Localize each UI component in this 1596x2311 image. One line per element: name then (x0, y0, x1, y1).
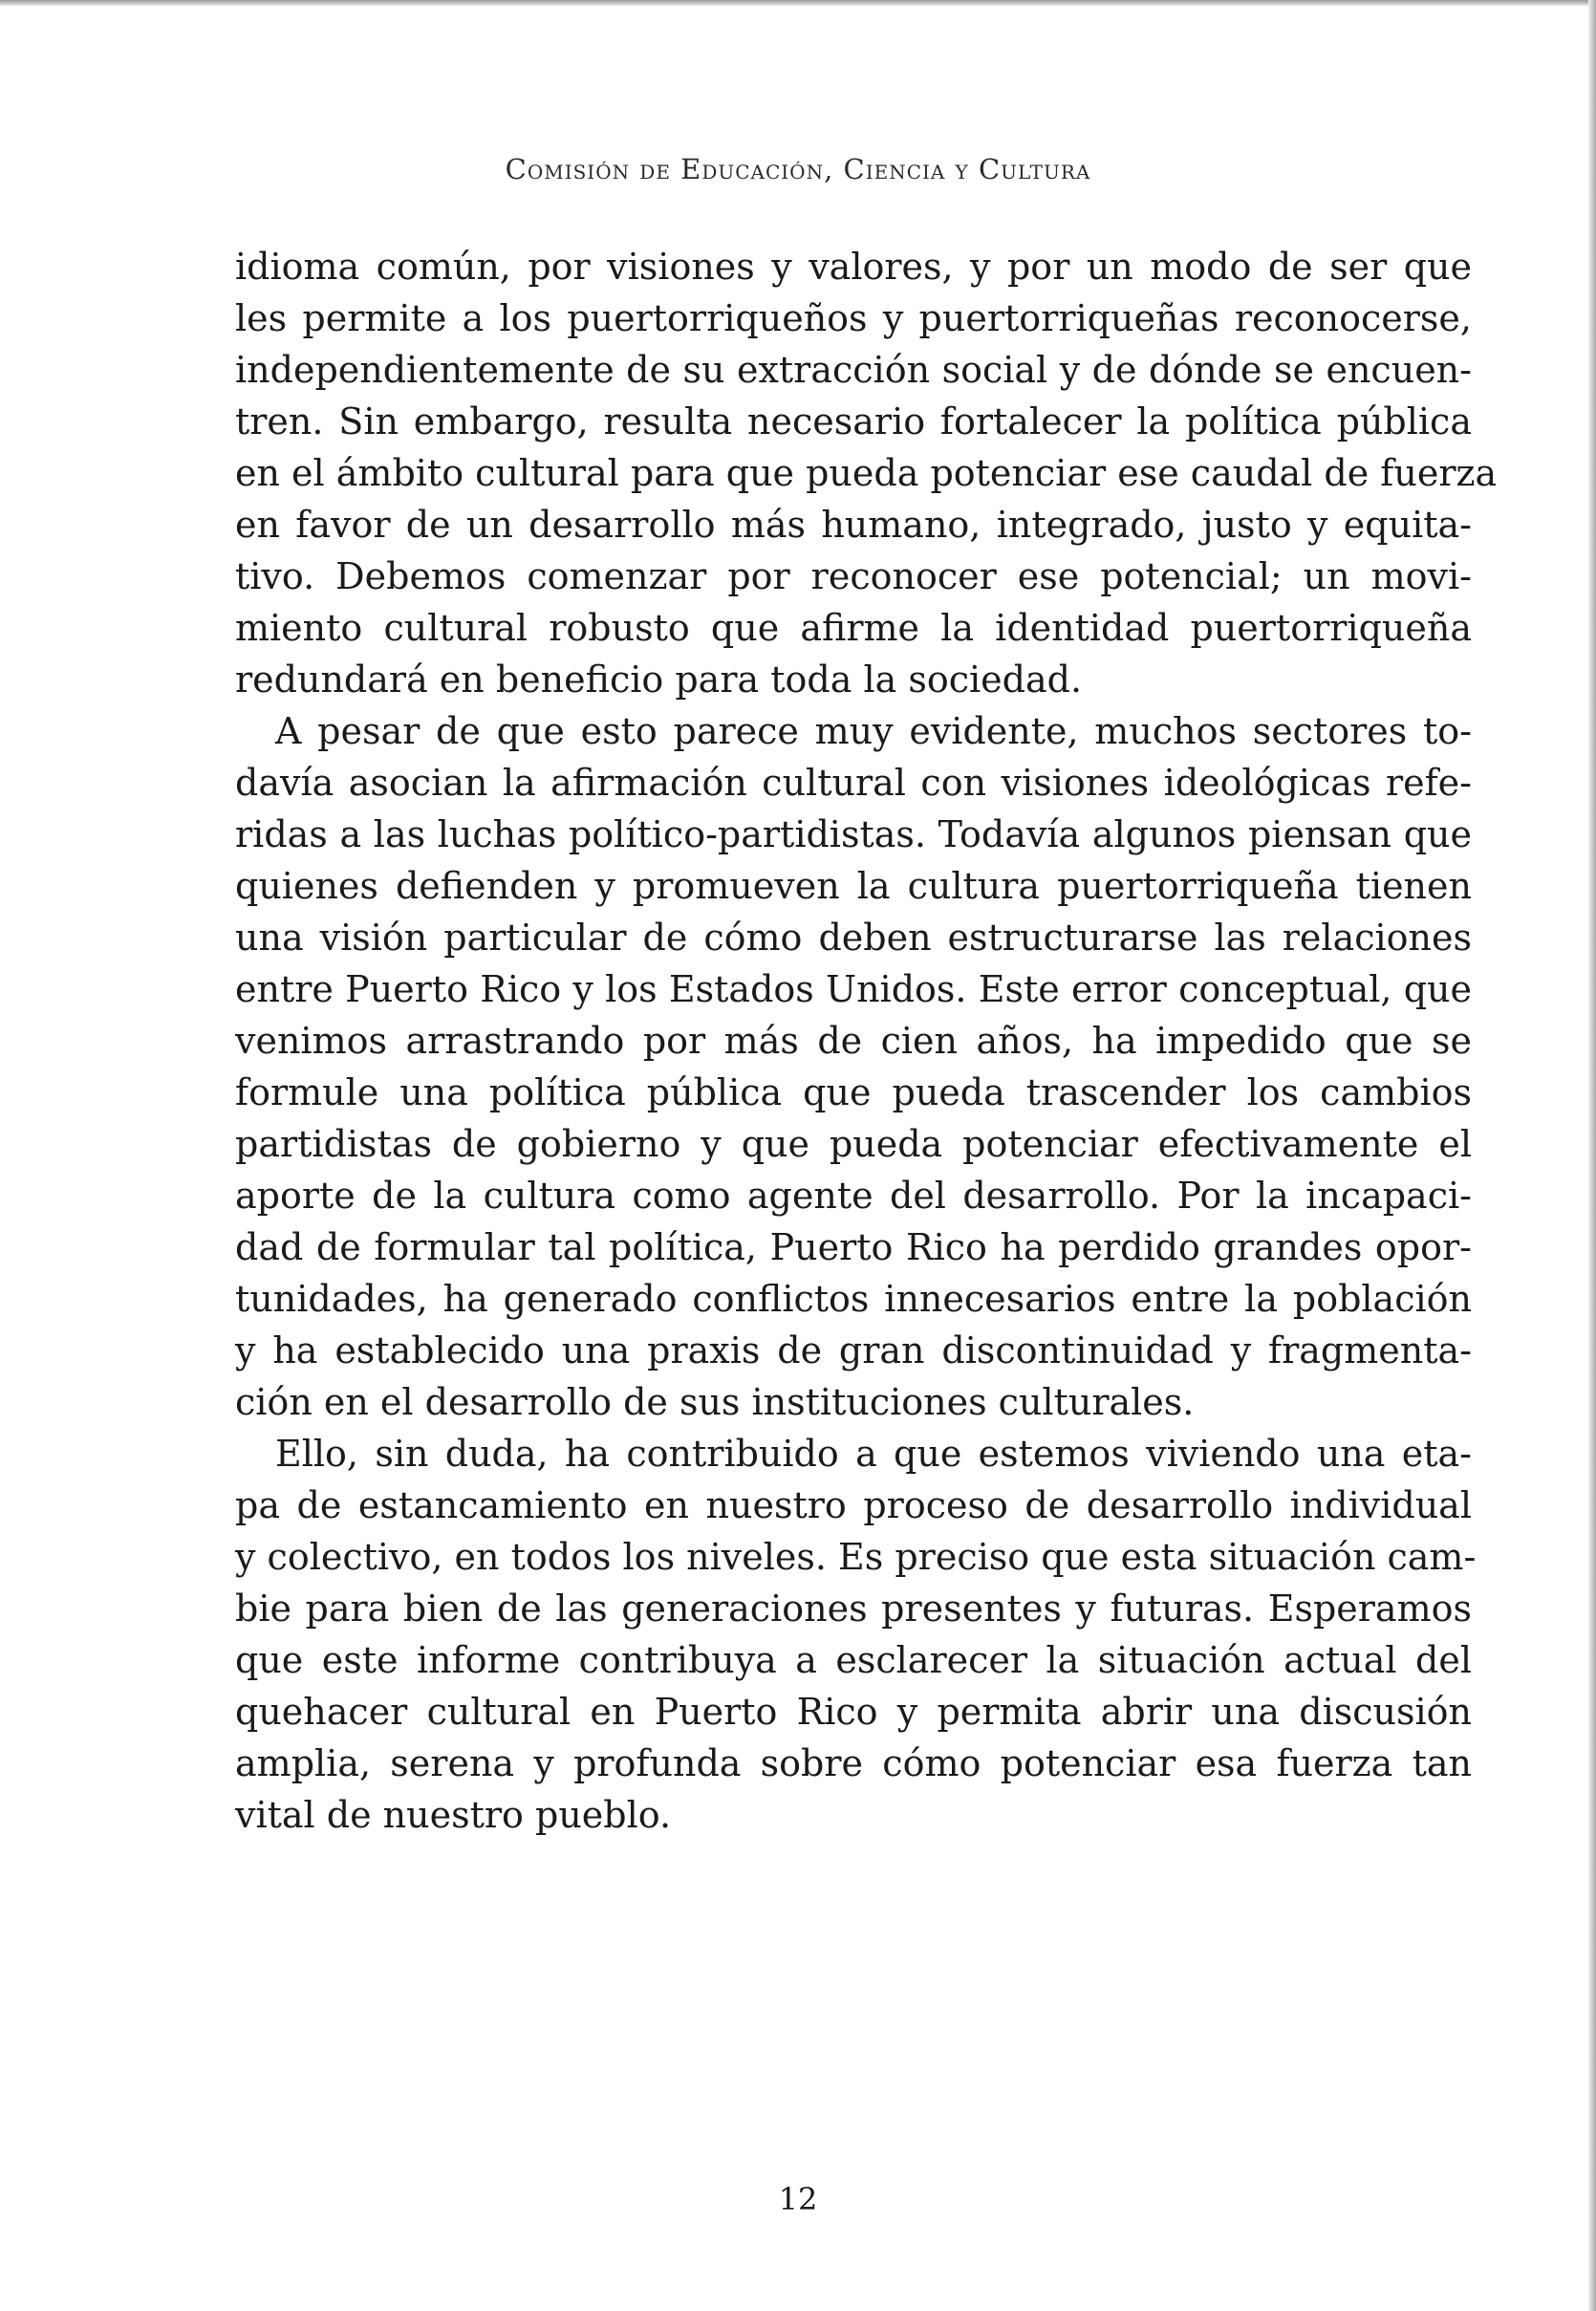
text-line: redundará en beneficio para toda la sociedad. (235, 659, 1083, 701)
text-line: dad de formular tal política, Puerto Rico ha perdido grandes opor- (235, 1226, 1472, 1268)
text-line: y colectivo, en todos los niveles. Es preciso que esta situación cam- (235, 1536, 1477, 1578)
paragraph-2 (235, 705, 1472, 1428)
text-line: formule una política pública que pueda trascender los cambios (235, 1071, 1472, 1113)
text-line: amplia, serena y profunda sobre cómo potenciar esa fuerza tan (235, 1742, 1472, 1784)
text-line: Ello, sin duda, ha contribuido a que estemos viviendo una eta- (275, 1433, 1472, 1475)
text-line: les permite a los puertorriqueños y puertorriqueñas reconocerse, (235, 297, 1472, 339)
text-line: tivo. Debemos comenzar por reconocer ese potencial; un movi- (235, 555, 1472, 597)
text-line: ción en el desarrollo de sus instituciones culturales. (235, 1381, 1195, 1423)
running-header: Comisión de Educación, Ciencia y Cultura (505, 153, 1091, 185)
text-line: tren. Sin embargo, resulta necesario fortalecer la política pública (235, 400, 1472, 443)
text-line: entre Puerto Rico y los Estados Unidos. Este error conceptual, que (235, 968, 1472, 1010)
text-line: quienes defienden y promueven la cultura puertorriqueña tienen (235, 865, 1472, 907)
text-line: una visión particular de cómo deben estructurarse las relaciones (235, 917, 1472, 959)
text-line: que este informe contribuya a esclarecer la situación actual del (235, 1639, 1472, 1681)
text-line: independientemente de su extracción social y de dónde se encuen- (235, 349, 1472, 391)
text-line: davía asocian la afirmación cultural con visiones ideológicas refe- (235, 762, 1472, 804)
text-line: en el ámbito cultural para que pueda potenciar ese caudal de fuerza (235, 452, 1498, 494)
text-line: aporte de la cultura como agente del desarrollo. Por la incapaci- (235, 1175, 1472, 1217)
text-line: A pesar de que esto parece muy evidente, muchos sectores to- (275, 710, 1472, 752)
scan-right-edge (1588, 0, 1596, 2311)
text-line: bie para bien de las generaciones presentes y futuras. Esperamos (235, 1587, 1472, 1630)
page-number: 12 (778, 2181, 818, 2217)
text-line: venimos arrastrando por más de cien años, ha impedido que se (235, 1020, 1472, 1062)
text-line: pa de estancamiento en nuestro proceso de desarrollo individual (235, 1484, 1472, 1526)
scan-top-edge (0, 0, 1596, 6)
text-line: idioma común, por visiones y valores, y por un modo de ser que (235, 246, 1472, 288)
body-text (235, 241, 1498, 1841)
text-line: quehacer cultural en Puerto Rico y permita abrir una discusión (235, 1691, 1472, 1733)
text-line: partidistas de gobierno y que pueda potenciar efectivamente el (235, 1123, 1472, 1165)
text-line: en favor de un desarrollo más humano, integrado, justo y equita- (235, 504, 1472, 546)
paragraph-3 (235, 1428, 1477, 1841)
text-line: ridas a las luchas político-partidistas. Todavía algunos piensan que (235, 813, 1472, 855)
text-line: tunidades, ha generado conflictos innecesarios entre la población (235, 1278, 1472, 1320)
text-line: miento cultural robusto que afirme la identidad puertorriqueña (235, 607, 1472, 649)
text-line: vital de nuestro pueblo. (235, 1794, 672, 1836)
text-line: y ha establecido una praxis de gran discontinuidad y fragmenta- (235, 1329, 1472, 1371)
paragraph-1 (235, 241, 1498, 705)
